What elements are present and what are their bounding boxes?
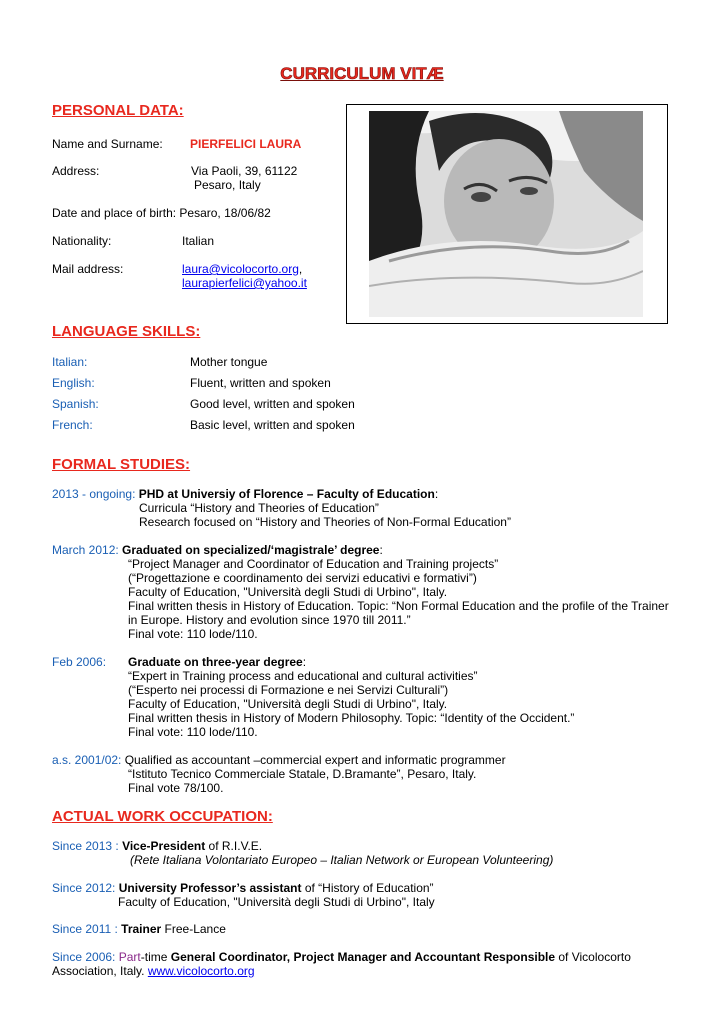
work-trainer-rest: Free-Lance [161,922,226,936]
email-separator: , [298,262,303,276]
work-coordinator-time: -time [140,950,171,964]
work-assistant-line-1: Faculty of Education, "Università degli Studi di Urbino", Italy [118,895,435,909]
study-phd-colon: : [434,487,439,501]
study-magistrale-line-3: Faculty of Education, "Università degli Studi di Urbino", Italy. [128,585,448,599]
study-triennale-line-5: Final vote: 110 lode/110. [128,725,258,739]
work-occupation-heading: ACTUAL WORK OCCUPATION: [52,808,273,825]
language-level-english: Fluent, written and spoken [190,376,331,390]
study-school-title: Qualified as accountant –commercial expert and informatic programmer [121,753,506,767]
study-magistrale-date: March 2012: [52,543,119,557]
work-vp-date: Since 2013 : [52,839,119,853]
work-assistant-header [52,881,434,895]
name-label: Name and Surname: [52,137,163,151]
study-triennale-header [128,655,306,669]
mail-label: Mail address: [52,262,124,276]
work-coordinator-association: Association, Italy. [52,964,148,978]
language-name-english: English: [52,376,95,390]
study-school-line-2: Final vote 78/100. [128,781,224,795]
formal-studies-heading: FORMAL STUDIES: [52,456,191,473]
study-triennale-date: Feb 2006: [52,655,107,669]
portrait-photo [369,111,643,317]
mail-line-1 [182,262,302,276]
nationality-value: Italian [182,234,215,248]
work-coordinator-rest: of Vicolocorto [555,950,631,964]
personal-data-heading: PERSONAL DATA: [52,102,184,119]
language-level-italian: Mother tongue [190,355,268,369]
language-name-french: French: [52,418,93,432]
study-triennale-line-2: (“Esperto nei processi di Formazione e nei Servizi Culturali”) [128,683,449,697]
work-assistant-date: Since 2012: [52,881,116,895]
email-link-secondary[interactable]: laurapierfelici@yahoo.it [182,276,307,290]
work-coordinator-role: General Coordinator, Project Manager and Accountant Responsible [170,950,556,964]
study-triennale-line-1: “Expert in Training process and educational and cultural activities” [128,669,478,683]
nationality-label: Nationality: [52,234,112,248]
study-magistrale-colon: : [379,543,383,557]
study-phd-title: PHD at Universiy of Florence – Faculty of Education [138,487,435,501]
language-level-french: Basic level, written and spoken [190,418,355,432]
study-magistrale-header [52,543,383,557]
study-phd-line-1: Curricula “History and Theories of Education” [139,501,379,515]
study-magistrale-line-5: in Europe. History and evolution since 1970 till 2011.” [128,613,411,627]
language-name-spanish: Spanish: [52,397,99,411]
name-value: PIERFELICI LAURA [190,137,302,151]
work-vp-header [52,839,262,853]
photo-frame [346,104,668,324]
vicolocorto-website-link[interactable]: www.vicolocorto.org [147,964,255,978]
address-label: Address: [52,164,100,178]
work-assistant-rest: of “History of Education” [301,881,434,895]
birth-info: Date and place of birth: Pesaro, 18/06/82 [52,206,271,220]
portrait-illustration [369,111,643,317]
study-phd-line-2: Research focused on “History and Theories of Non-Formal Education” [139,515,511,529]
study-school-date: a.s. 2001/02: [52,753,122,767]
work-coordinator-part: Part [118,950,141,964]
study-school-line-1: “Istituto Tecnico Commerciale Statale, D.Bramante”, Pesaro, Italy. [128,767,477,781]
study-magistrale-title: Graduated on specialized/‘magistrale’ degree [122,543,380,557]
study-triennale-line-4: Final written thesis in History of Modern Philosophy. Topic: “Identity of the Occident.” [128,711,575,725]
language-level-spanish: Good level, written and spoken [190,397,355,411]
study-magistrale-line-4: Final written thesis in History of Education. Topic: “Non Formal Education and the profile of the Trainer [128,599,669,613]
study-magistrale-line-2: (“Progettazione e coordinamento dei servizi educativi e formativi”) [128,571,477,585]
work-trainer-role: Trainer [121,922,162,936]
study-phd-header [52,487,438,501]
work-trainer-header [52,922,226,936]
work-vp-line-1: (Rete Italiana Volontariato Europeo – Italian Network or European Volunteering) [130,853,554,867]
work-vp-role: Vice-President [122,839,206,853]
study-school-header [52,753,506,767]
study-magistrale-line-6: Final vote: 110 lode/110. [128,627,258,641]
document-title: CURRICULUM VITÆ [280,64,444,83]
work-assistant-role: University Professor’s assistant [118,881,302,895]
work-coordinator-header [52,950,631,964]
study-phd-date: 2013 - ongoing: [52,487,136,501]
language-skills-heading: LANGUAGE SKILLS: [52,323,201,340]
work-coordinator-line-1 [52,964,255,978]
study-triennale-line-3: Faculty of Education, "Università degli Studi di Urbino", Italy. [128,697,448,711]
language-name-italian: Italian: [52,355,88,369]
work-coordinator-date: Since 2006: [52,950,116,964]
work-trainer-date: Since 2011 : [52,922,118,936]
study-triennale-title: Graduate on three-year degree [128,655,303,669]
study-magistrale-line-1: “Project Manager and Coordinator of Education and Training projects” [128,557,499,571]
address-line-2: Pesaro, Italy [194,178,261,192]
email-link-primary[interactable]: laura@vicolocorto.org [182,262,299,276]
work-vp-rest: of R.I.V.E. [205,839,263,853]
address-line-1: Via Paoli, 39, 61122 [191,164,298,178]
study-triennale-colon: : [302,655,307,669]
